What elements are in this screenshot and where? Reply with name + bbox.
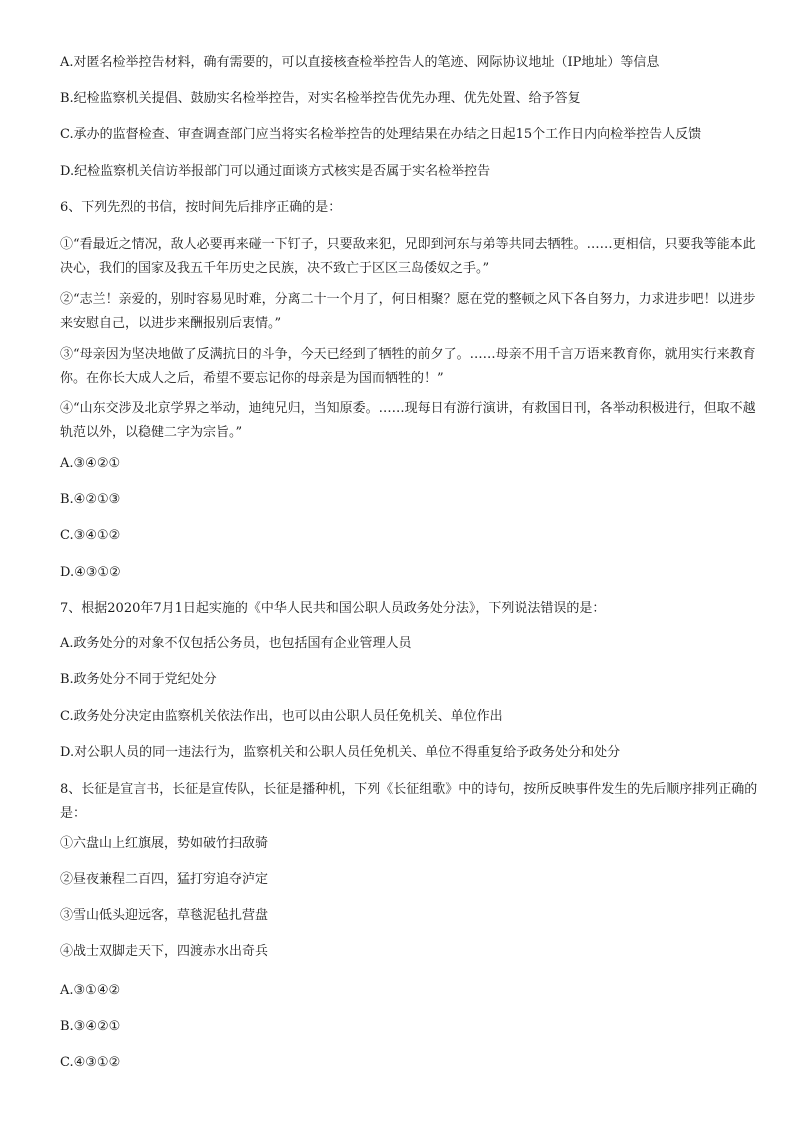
q8-option-c: C.④③①② (60, 1055, 121, 1070)
q5-option-d: D.纪检监察机关信访举报部门可以通过面谈方式核实是否属于实名检举控告 (60, 164, 491, 179)
q8-stem (60, 778, 760, 826)
q7-option-a: A.政务处分的对象不仅包括公务员，也包括国有企业管理人员 (60, 636, 412, 651)
q6-option-b: B.④②①③ (60, 492, 121, 507)
q6-stem: 6、下列先烈的书信，按时间先后排序正确的是： (60, 200, 342, 215)
q8-item-2: ②昼夜兼程二百四，猛打穷追夺泸定 (60, 872, 269, 887)
q6-option-c: C.③④①② (60, 528, 121, 543)
q8-item-1: ①六盘山上红旗展，势如破竹扫敌骑 (60, 836, 269, 851)
q8-item-4: ④战士双脚走天下，四渡赤水出奇兵 (60, 944, 269, 959)
q8-item-3: ③雪山低头迎远客，草毯泥毡扎营盘 (60, 908, 269, 923)
q6-option-d: D.④③①② (60, 565, 121, 580)
q8-option-b: B.③④②① (60, 1019, 121, 1034)
q5-option-b: B.纪检监察机关提倡、鼓励实名检举控告，对实名检举控告优先办理、优先处置、给予答复 (60, 91, 581, 106)
q5-option-a: A.对匿名检举控告材料，确有需要的，可以直接核查检举控告人的笔迹、网际协议地址（IP地址）等信息 (60, 55, 660, 70)
q7-option-c: C.政务处分决定由监察机关依法作出，也可以由公职人员任免机关、单位作出 (60, 709, 503, 724)
q6-item-3 (60, 343, 760, 391)
q6-option-a: A.③④②① (60, 456, 121, 471)
q7-option-d: D.对公职人员的同一违法行为，监察机关和公职人员任免机关、单位不得重复给予政务处分和处分 (60, 745, 621, 760)
q6-item-4 (60, 397, 760, 445)
q6-item-4-text: ④“山东交涉及北京学界之举动，迪纯兄归，当知原委。……现每日有游行演讲，有救国日刊，各举动积极进行，但取不越轨范以外，以稳健二字为宗旨。” (60, 401, 756, 440)
q6-item-1-text: ①“看最近之情况，敌人必要再来碰一下钉子，只要敌来犯，兄即到河东与弟等共同去牺牲。……更相信，只要我等能本此决心，我们的国家及我五千年历史之民族，决不致亡于区区三岛倭奴之手。” (60, 237, 756, 276)
q6-item-2-text: ②“志兰！亲爱的，别时容易见时难，分离二十一个月了，何日相聚？愿在党的整顿之风下各自努力，力求进步吧！以进步来安慰自己，以进步来酬报别后衷情。” (60, 292, 756, 331)
q7-option-b: B.政务处分不同于党纪处分 (60, 672, 217, 687)
q6-item-2 (60, 288, 760, 336)
q8-stem-text: 8、长征是宣言书，长征是宣传队，长征是播种机，下列《长征组歌》中的诗句，按所反映事件发生的先后顺序排列正确的是： (60, 782, 758, 821)
q8-option-a: A.③①④② (60, 983, 121, 998)
q6-item-1 (60, 233, 760, 281)
q5-option-c: C.承办的监督检查、审查调查部门应当将实名检举控告的处理结果在办结之日起15个工作日内向检举控告人反馈 (60, 127, 702, 142)
q6-item-3-text: ③“母亲因为坚决地做了反满抗日的斗争，今天已经到了牺牲的前夕了。……母亲不用千言万语来教育你，就用实行来教育你。在你长大成人之后，希望不要忘记你的母亲是为国而牺牲的！” (60, 347, 756, 386)
q7-stem: 7、根据2020年7月1日起实施的《中华人民共和国公职人员政务处分法》，下列说法错误的是： (60, 601, 606, 616)
